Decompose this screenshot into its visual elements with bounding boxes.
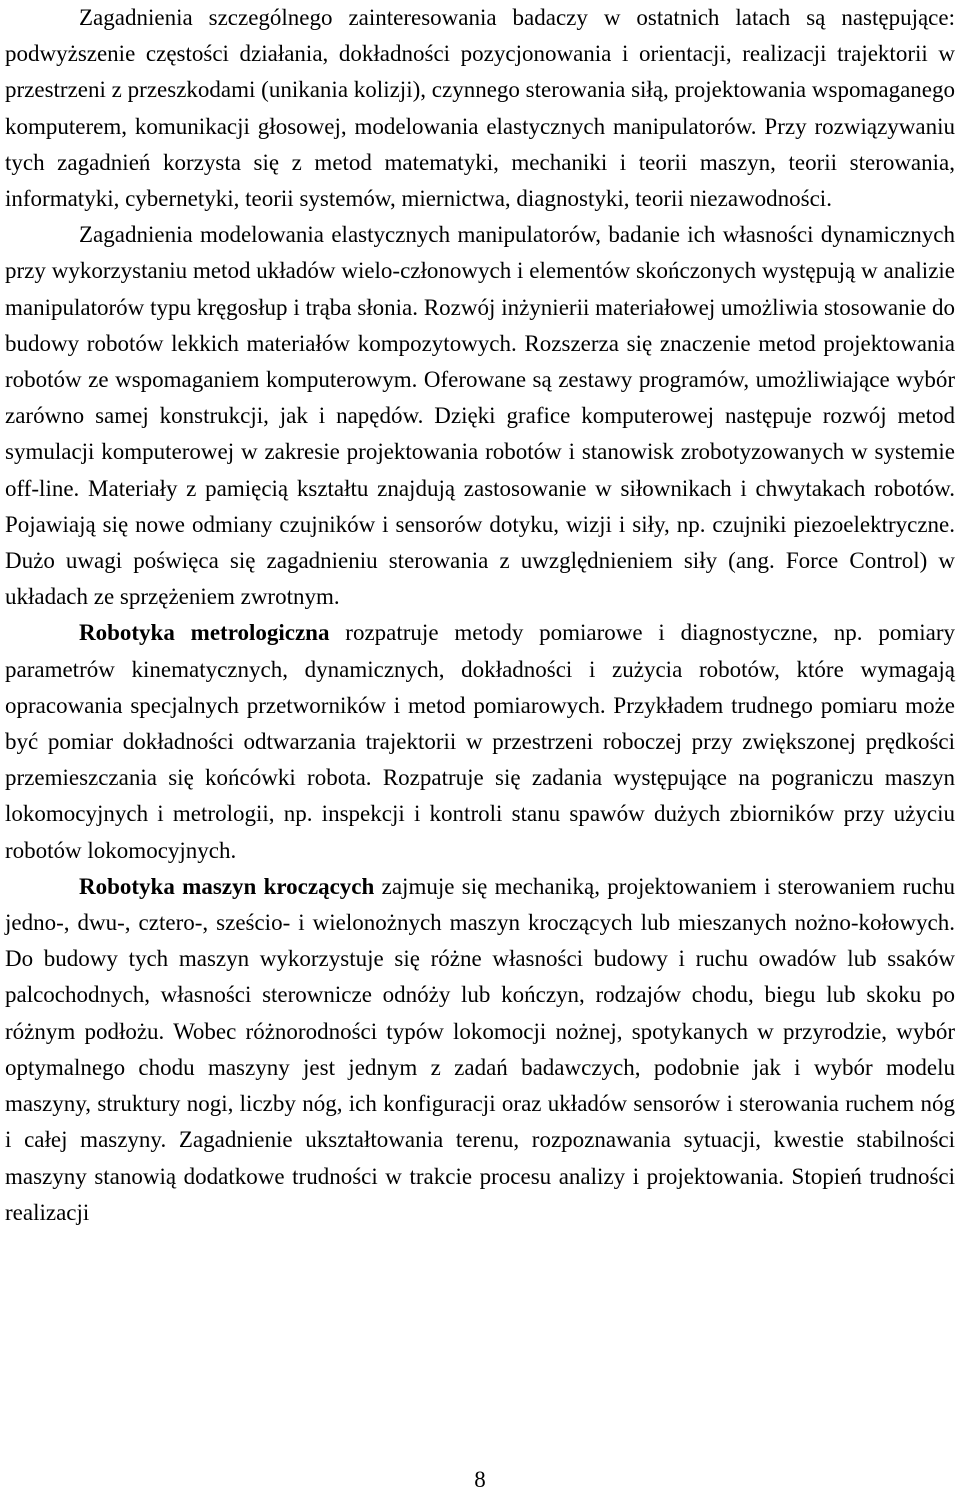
paragraph-metrological-robotics	[5, 615, 955, 868]
document-page	[5, 0, 955, 1231]
paragraph-research-topics	[5, 0, 955, 217]
paragraph-text: zajmuje się mechaniką, projektowaniem i sterowaniem ruchu jedno-, dwu-, cztero-, sześcio- i wielonożnych maszyn kroczących lub mieszanych nożno-kołowych. Do budowy tych maszyn wykorzystuje się różne własności budowy i ruchu owadów lub ssaków palcochodnych, własności sterownicze odnóży lub kończyn, rodzajów chodu, biegu lub skoku po różnym podłożu. Wobec różnorodności typów lokomocji nożnej, spotykanych w przyrodzie, wybór optymalnego chodu maszyny jest jednym z zadań badawczych, podobnie jak i wybór modelu maszyny, struktury nogi, liczby nóg, ich konfiguracji oraz układów sensorów i sterowania ruchem nóg i całej maszyny. Zagadnienie ukształtowania terenu, rozpoznawania sytuacji, kwestie stabilności maszyny stanowią dodatkowe trudności w trakcie procesu analizy i projektowania. Stopień trudności realizacji	[5, 873, 955, 1225]
paragraph-elastic-manipulators	[5, 217, 955, 615]
paragraph-text: rozpatruje metody pomiarowe i diagnostyczne, np. pomiary parametrów kinematycznych, dynamicznych, dokładności i zużycia robotów, które wymagają opracowania specjalnych przetworników i metod pomiarowych. Przykładem trudnego pomiaru może być pomiar dokładności odtwarzania trajektorii w przestrzeni roboczej przy zwiększonej prędkości przemieszczania się końcówki robota. Rozpatruje się zadania występujące na pograniczu maszyn lokomocyjnych i metrologii, np. inspekcji i kontroli stanu spawów dużych zbiorników przy użyciu robotów lokomocyjnych.	[5, 620, 955, 863]
paragraph-walking-machines	[5, 869, 955, 1231]
paragraph-text: Zagadnienia szczególnego zainteresowania badaczy w ostatnich latach są następujące: podwyższenie częstości działania, dokładności pozycjonowania i orientacji, realizacji trajektorii w przestrzeni z przeszkodami (unikania kolizji), czynnego sterowania siłą, projektowania wspomaganego komputerem, komunikacji głosowej, modelowania elastycznych manipulatorów. Przy rozwiązywaniu tych zagadnień korzysta się z metod matematyki, mechaniki i teorii maszyn, teorii sterowania, informatyki, cybernetyki, teorii systemów, miernictwa, diagnostyki, teorii niezawodności.	[5, 5, 955, 212]
paragraph-text: Zagadnienia modelowania elastycznych manipulatorów, badanie ich własności dynamicznych przy wykorzystaniu metod układów wielo-członowych i elementów skończonych występują w analizie manipulatorów typu kręgosłup i trąba słonia. Rozwój inżynierii materiałowej umożliwia stosowanie do budowy robotów lekkich materiałów kompozytowych. Rozszerza się znaczenie metod projektowania robotów ze wspomaganiem komputerowym. Oferowane są zestawy programów, umożliwiające wybór zarówno samej konstrukcji, jak i napędów. Dzięki grafice komputerowej następuje rozwój metod symulacji komputerowej w zakresie projektowania robotów i stanowisk zrobotyzowanych w systemie off-line. Materiały z pamięcią kształtu znajdują zastosowanie w siłownikach i chwytakach robotów. Pojawiają się nowe odmiany czujników i sensorów dotyku, wizji i siły, np. czujniki piezoelektryczne. Dużo uwagi poświęca się zagadnieniu sterowania z uwzględnieniem siły (ang. Force Control) w układach ze sprzężeniem zwrotnym.	[5, 222, 955, 610]
page-number: 8	[474, 1467, 486, 1492]
paragraph-bold-lead: Robotyka maszyn kroczących	[79, 873, 375, 899]
paragraph-bold-lead: Robotyka metrologiczna	[79, 620, 330, 646]
